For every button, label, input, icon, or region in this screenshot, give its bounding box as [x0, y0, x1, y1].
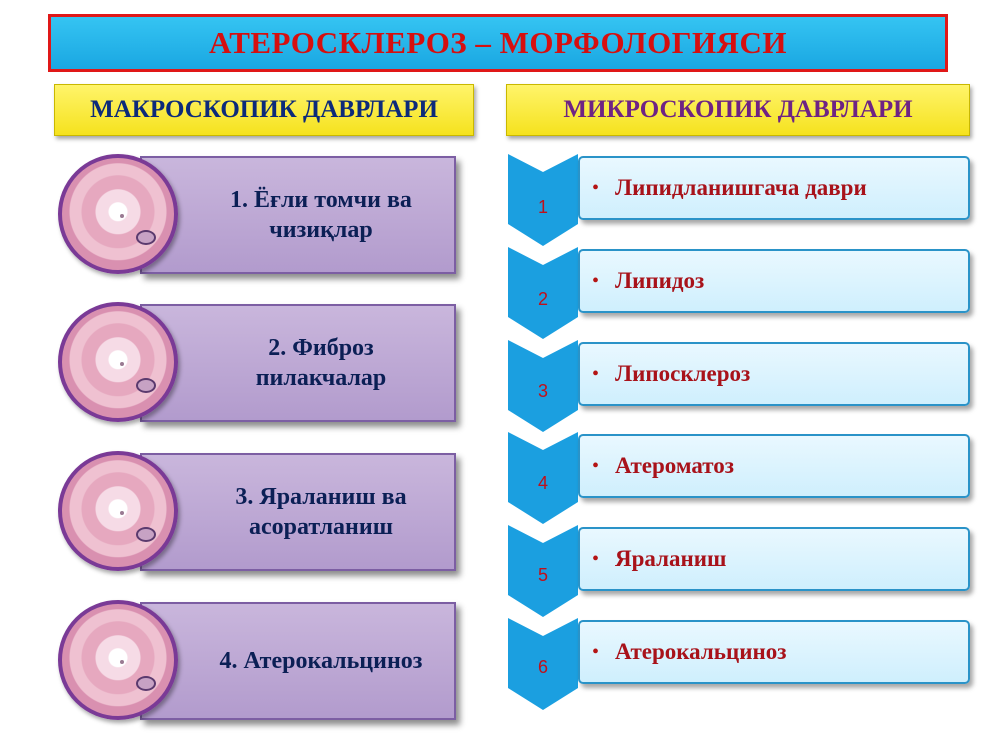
micro-item-label: Липосклероз	[615, 361, 751, 386]
micro-item-1	[578, 156, 970, 220]
bullet: •	[592, 176, 600, 199]
micro-item-label: Липидоз	[615, 268, 705, 293]
artery-section-image	[58, 154, 178, 274]
artery-section-image	[58, 302, 178, 422]
stage-number: 2	[537, 289, 548, 309]
micro-item-5	[578, 527, 970, 591]
macro-header	[54, 84, 474, 136]
micro-header-label: МИКРОСКОПИК ДАВРЛАРИ	[563, 96, 913, 123]
bullet: •	[592, 547, 600, 570]
macro-item-text: 3. Яраланиш ва асоратланиш	[235, 484, 407, 540]
macro-item-4	[140, 602, 456, 720]
stage-number: 4	[537, 473, 548, 493]
micro-item-label: Липидланишгача даври	[615, 175, 867, 200]
micro-item-label: Яраланиш	[615, 546, 727, 571]
bullet: •	[592, 640, 600, 663]
bullet: •	[592, 269, 600, 292]
page-title: АТЕРОСКЛЕРОЗ – МОРФОЛОГИЯСИ	[209, 25, 787, 60]
micro-item-4	[578, 434, 970, 498]
macro-item-2	[140, 304, 456, 422]
macro-item-1	[140, 156, 456, 274]
stage-number: 5	[537, 565, 548, 585]
title-banner	[48, 14, 948, 72]
stage-number: 6	[537, 657, 548, 677]
macro-item-text: 4. Атерокальциноз	[219, 648, 423, 674]
macro-header-label: МАКРОСКОПИК ДАВРЛАРИ	[90, 96, 438, 123]
micro-item-2	[578, 249, 970, 313]
micro-item-label: Атероматоз	[615, 453, 734, 478]
artery-section-image	[58, 451, 178, 571]
micro-header	[506, 84, 970, 136]
macro-item-3	[140, 453, 456, 571]
artery-section-image	[58, 600, 178, 720]
stage-number: 1	[537, 197, 548, 217]
stage-number: 3	[537, 381, 548, 401]
bullet: •	[592, 362, 600, 385]
macro-item-text: 1. Ёғли томчи ва чизиқлар	[230, 187, 412, 243]
micro-item-6	[578, 620, 970, 684]
bullet: •	[592, 454, 600, 477]
macro-item-text: 2. Фиброз пилакчалар	[255, 335, 387, 391]
micro-item-3	[578, 342, 970, 406]
micro-item-label: Атерокальциноз	[615, 639, 787, 664]
